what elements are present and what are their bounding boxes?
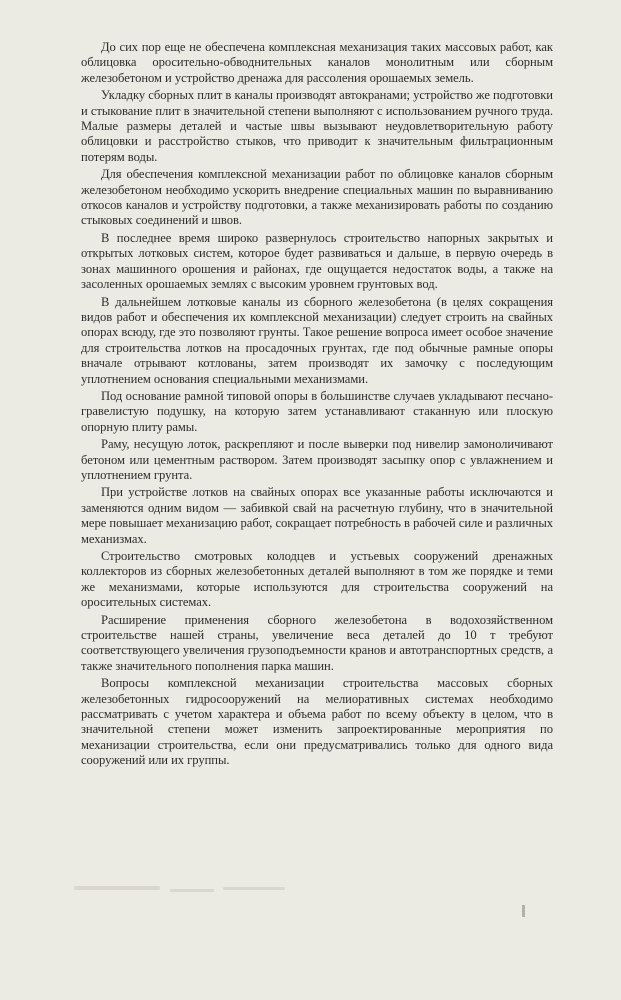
paragraph-2: Укладку сборных плит в каналы производят автокранами; устройство же подготовки и стыкование плит в значительной степени выполняют с использованием ручного труда. Малые размеры деталей и частые швы вызывают неудовлетворительную работу облицовки и расстройство стыков, что приводит к значительным фильтрационным потерям воды. (81, 88, 553, 164)
paragraph-7: Раму, несущую лоток, раскрепляют и после выверки под нивелир замоноличивают бетоном или цементным раствором. Затем производят засыпку опор с увлажнением и уплотнением грунта. (81, 437, 553, 482)
paragraph-6: Под основание рамной типовой опоры в большинстве случаев укладывают песчано-гравелистую подушку, на которую затем устанавливают стаканную или плоскую опорную плиту рамы. (81, 388, 553, 434)
paragraph-4: В последнее время широко развернулось строительство напорных закрытых и открытых лотковых систем, которое будет развиваться и дальше, в первую очередь в зонах машинного орошения и районах, где ощущается недостаток воды, а также на засоленных орошаемых землях с высоким уровнем грунтовых вод. (81, 230, 553, 292)
paragraph-10: Расширение применения сборного железобетона в водохозяйственном строительстве нашей страны, увеличение веса деталей до 10 т требуют соответствующего увеличения грузоподъемности кранов и автотранспортных средств, а также значительного пополнения парка машин. (81, 612, 553, 673)
paragraph-8: При устройстве лотков на свайных опорах все указанные работы исключаются и заменяются одним видом — забивкой свай на расчетную глубину, что в значительной мере повышает механизацию работ, сокращает потребность в рабочей силе и различных механизмах. (81, 485, 553, 546)
bleed-through-mark (170, 889, 214, 892)
bleed-through-mark (223, 887, 285, 890)
paragraph-3: Для обеспечения комплексной механизации работ по облицовке каналов сборным железобетоном необходимо ускорить внедрение специальных машин по выравниванию откосов каналов и устройству подготовки, а также механизировать работы по созданию стыковых соединений и швов. (81, 167, 553, 228)
page-edge-mark (522, 905, 525, 917)
body-text (81, 40, 553, 771)
paragraph-1: До сих пор еще не обеспечена комплексная механизация таких массовых работ, как облицовка оросительно-обводнительных каналов монолитным или сборным железобетоном и устройство дренажа для рассоления орошаемых земель. (81, 40, 553, 85)
paragraph-11: Вопросы комплексной механизации строительства массовых сборных железобетонных гидросооружений на мелиоративных системах необходимо рассматривать с учетом характера и объема работ по всему объекту в целом, что в значительной степени может изменить запроектированные мероприятия по механизации строительства, если они предусматривались только для одного вида сооружений или их группы. (81, 676, 553, 768)
bleed-through-mark (74, 886, 160, 890)
paragraph-9: Строительство смотровых колодцев и устьевых сооружений дренажных коллекторов из сборных железобетонных деталей выполняют в том же порядке и теми же механизмами, которые используются для строительства сооружений на оросительных системах. (81, 549, 553, 610)
paragraph-5: В дальнейшем лотковые каналы из сборного железобетона (в целях сокращения видов работ и обеспечения их комплексной механизации) следует строить на свайных опорах всюду, где это позволяют грунты. Такое решение вопроса имеет особое значение для строительства лотков на просадочных грунтах, где под обычные рамные опоры вначале отрывают котлованы, затем производят их замочку с последующим уплотнением основания специальными механизмами. (81, 294, 553, 386)
